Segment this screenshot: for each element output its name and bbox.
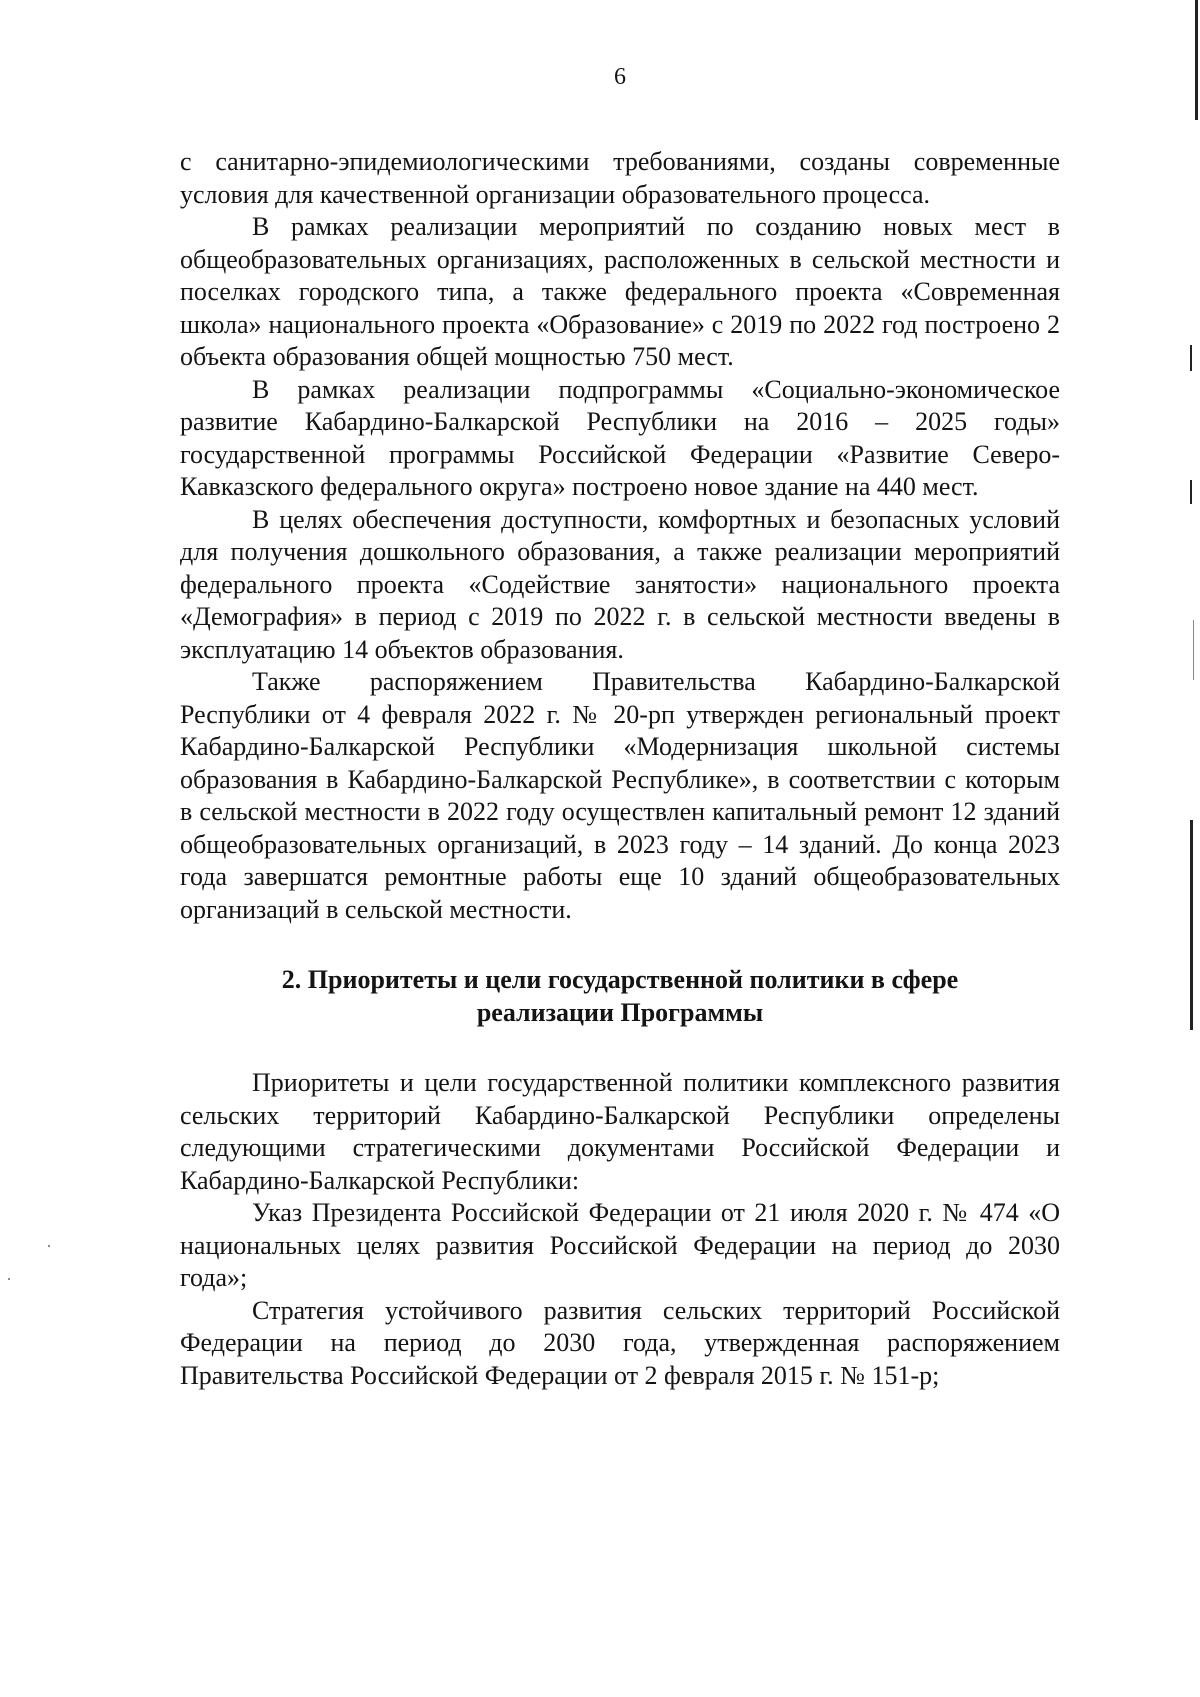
paragraph: В целях обеспечения доступности, комфортных и безопасных условий для получения дошкольного образования, а также реализации мероприятий федерального проекта «Содействие занятости» национального проекта «Демография» в период с 2019 по 2022 г. в сельской местности введены в эксплуатацию 14 объектов образования. (180, 504, 1060, 664)
paragraph: Указ Президента Российской Федерации от 21 июля 2020 г. № 474 «О национальных целях развития Российской Федерации на период до 2030 года»; (180, 1198, 1060, 1292)
section-heading-line: 2. Приоритеты и цели государственной политики в сфере (281, 965, 959, 994)
scan-edge-mark (1195, 0, 1198, 120)
scan-edge-mark (1193, 620, 1194, 680)
paragraph: Также распоряжением Правительства Кабардино-Балкарской Республики от 4 февраля 2022 г. № 20-рп утвержден региональный проект Кабардино-Балкарской Республики «Модернизация школьной системы образования в Кабардино-Балкарской Республике», в соответствии с которым в сельской местности в 2022 году осуществлен капитальный ремонт 12 зданий общеобразовательных организаций, в 2023 году – 14 зданий. До конца 2023 года завершатся ремонтные работы еще 10 зданий общеобразовательных организаций в сельской местности. (180, 667, 1060, 924)
scan-speck (8, 1278, 10, 1280)
scan-edge-mark (1190, 345, 1192, 371)
paragraph: В рамках реализации подпрограммы «Социально-экономическое развитие Кабардино-Балкарской Республики на 2016 – 2025 годы» государственной программы Российской Федерации «Развитие Северо-Кавказского федерального округа» построено новое здание на 440 мест. (180, 374, 1060, 501)
scan-edge-mark (1190, 820, 1193, 1030)
section-heading (180, 964, 1060, 1029)
paragraph: Приоритеты и цели государственной политики комплексного развития сельских территорий Кабардино-Балкарской Республики определены следующими стратегическими документами Российской Федерации и Кабардино-Балкарской Республики: (180, 1068, 1060, 1195)
section-heading-line: реализации Программы (476, 997, 764, 1027)
page-number: 6 (614, 64, 626, 90)
paragraph: В рамках реализации мероприятий по созданию новых мест в общеобразовательных организациях, расположенных в сельской местности и поселках городского типа, а также федерального проекта «Современная школа» национального проекта «Образование» с 2019 по 2022 год построено 2 объекта образования общей мощностью 750 мест. (180, 212, 1060, 371)
paragraph: Стратегия устойчивого развития сельских территорий Российской Федерации на период до 2030 года, утвержденная распоряжением Правительства Российской Федерации от 2 февраля 2015 г. № 151-р; (180, 1295, 1060, 1390)
document-body (180, 146, 1060, 1392)
scan-edge-mark (1190, 480, 1192, 504)
scan-speck (48, 1245, 50, 1247)
paragraph: с санитарно-эпидемиологическими требованиями, созданы современные условия для качественной организации образовательного процесса. (180, 147, 1060, 209)
